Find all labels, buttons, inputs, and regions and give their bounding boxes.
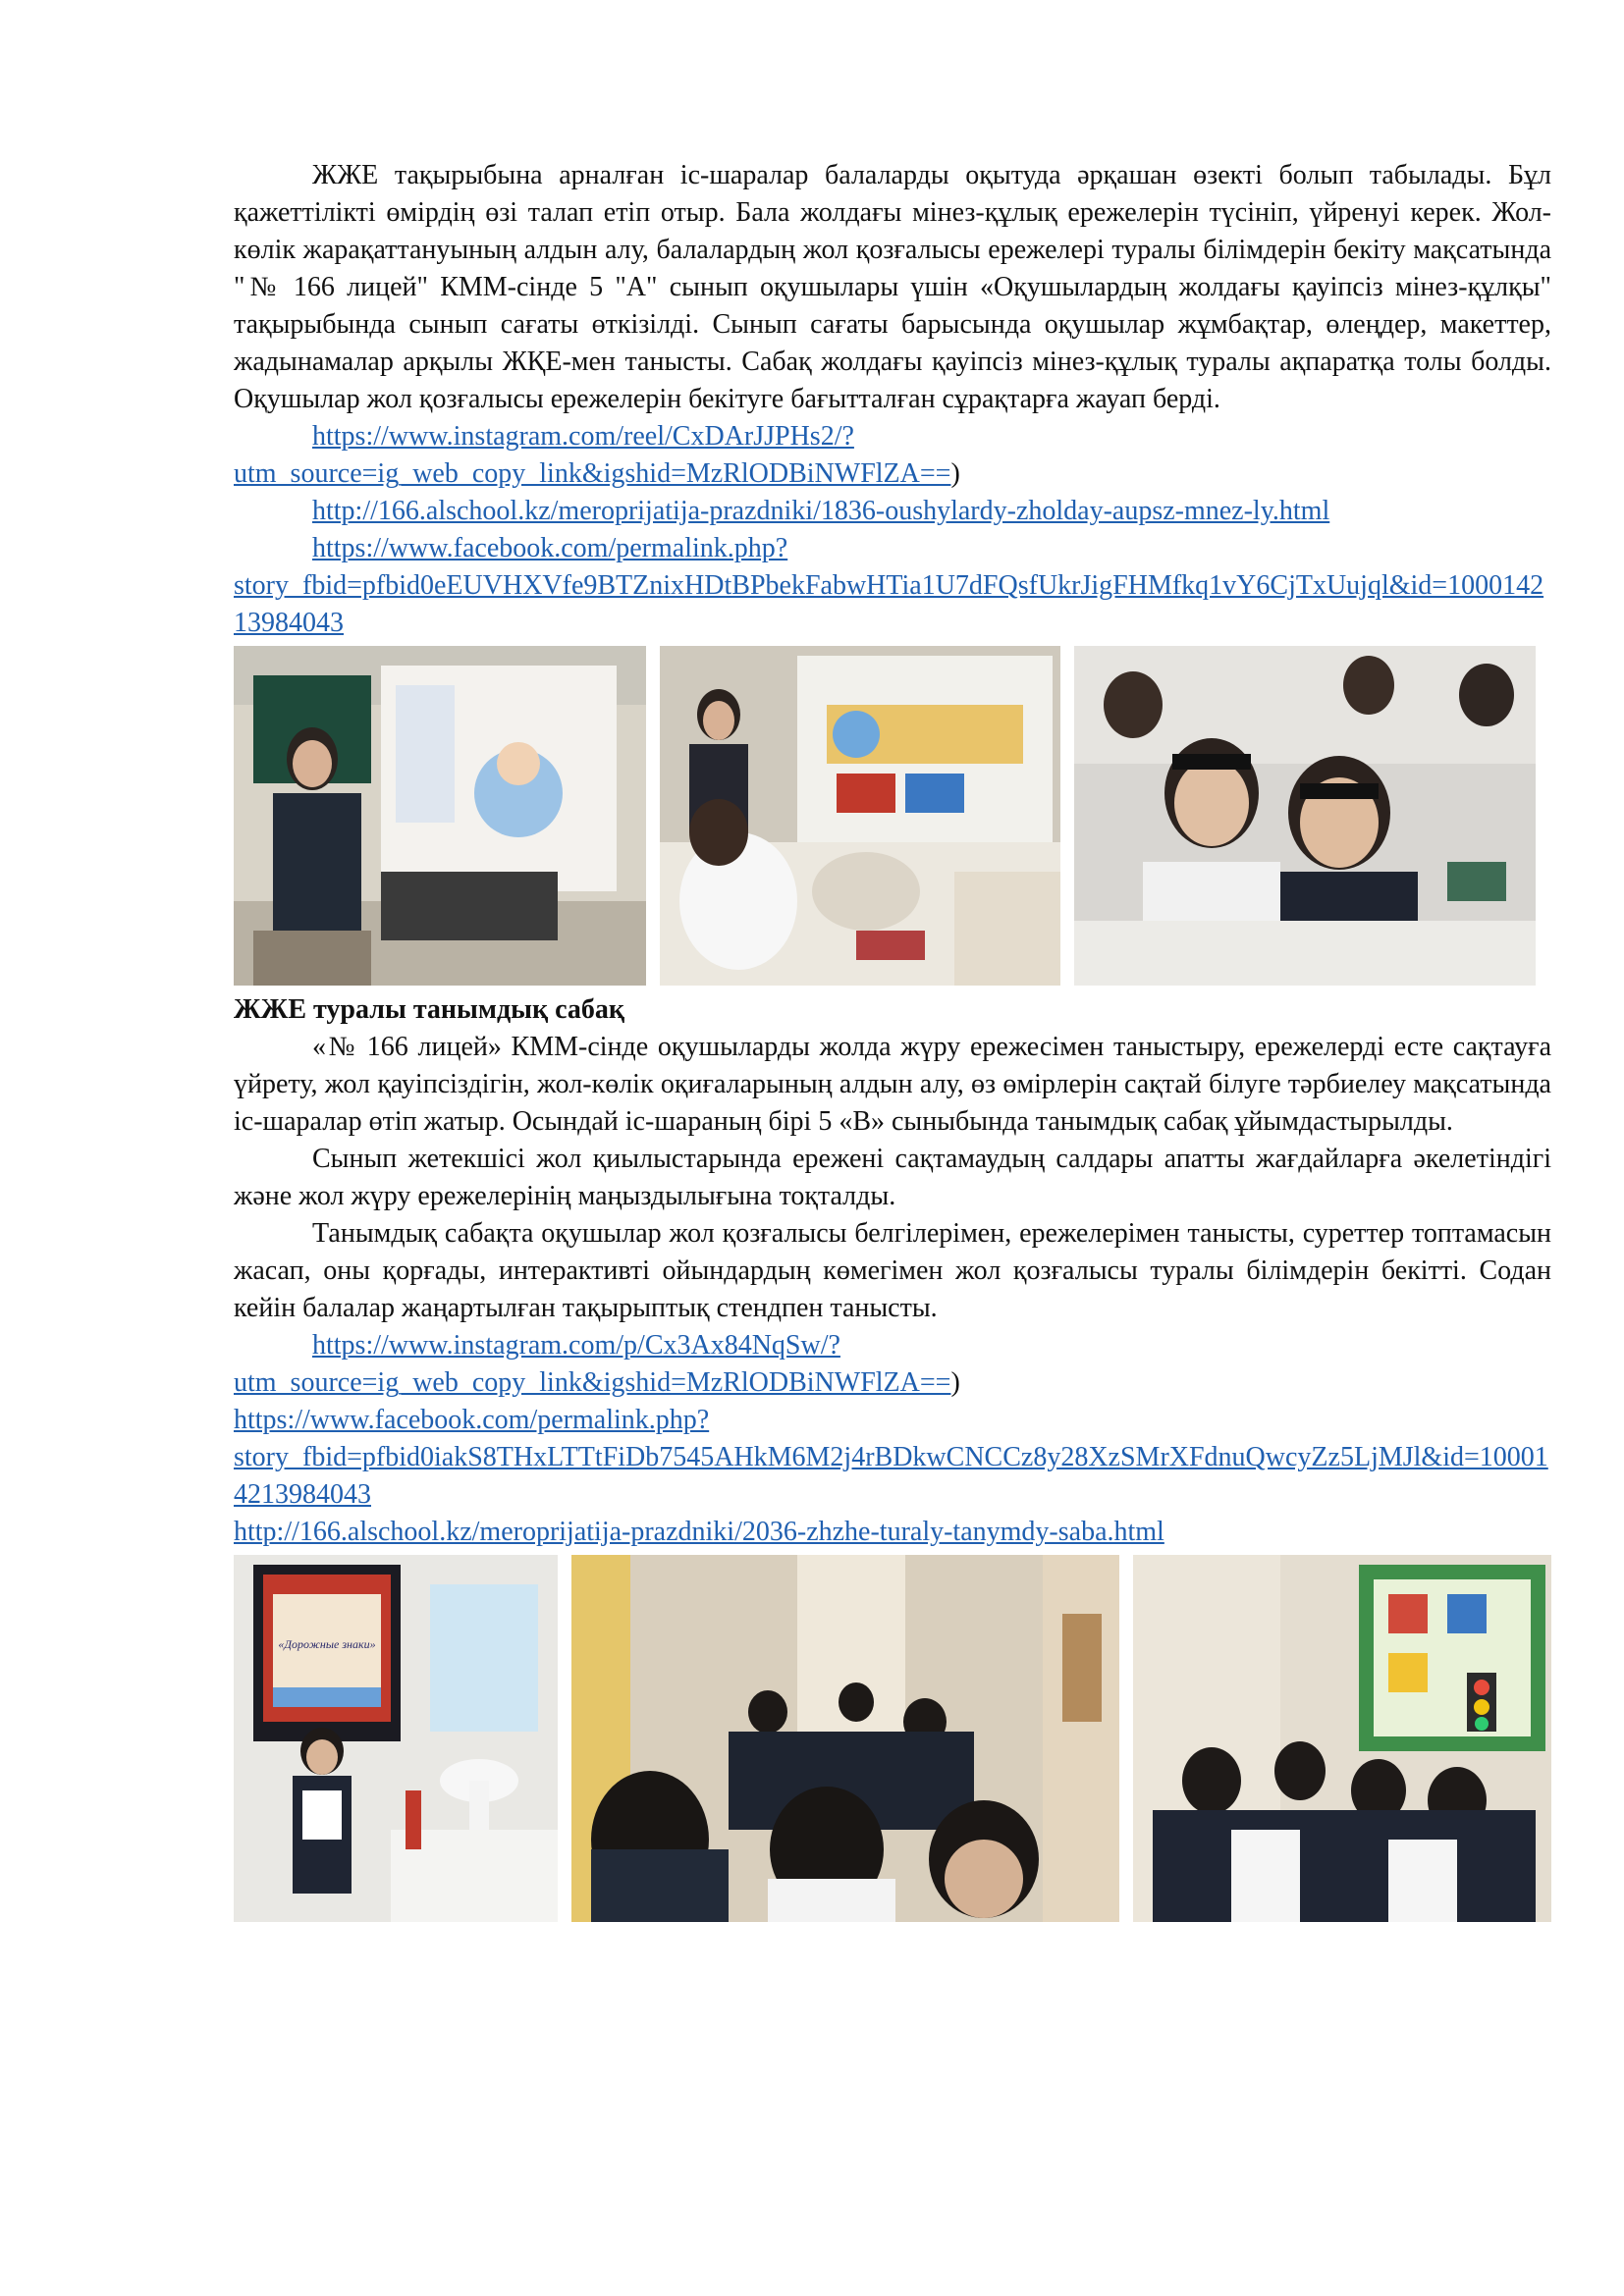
facebook-link-1-part1[interactable]: https://www.facebook.com/permalink.php?	[312, 533, 788, 563]
instagram-link-2	[234, 1327, 1551, 1364]
section2-paragraph-2: Сынып жетекшісі жол қиылыстарында ережені сақтамаудың салдары апатты жағдайларға әкелетіндігі және жол жүру ережелерінің маңыздылығына тоқталды.	[234, 1144, 1551, 1211]
facebook-link-1-line2	[234, 567, 1551, 642]
school-site-link-2	[234, 1514, 1551, 1551]
section2-heading: ЖЖЕ туралы танымдық сабақ	[234, 994, 625, 1025]
document-page	[234, 157, 1551, 1928]
photo-pupils-class	[1074, 646, 1536, 986]
photo-corridor-pupils	[571, 1555, 1119, 1922]
photo-teacher-presentation	[234, 646, 646, 986]
instagram-link-1-tail: )	[950, 458, 960, 489]
photo-road-signs-presentation	[234, 1555, 558, 1922]
photo-stand-pupils	[1133, 1555, 1551, 1922]
presentation-photo-image	[234, 1555, 558, 1922]
facebook-link-2	[234, 1402, 1551, 1439]
facebook-link-2-line2	[234, 1439, 1551, 1514]
slides-photo-image	[660, 646, 1060, 986]
classroom-photo-image	[234, 646, 646, 986]
instagram-link-2-part2[interactable]: utm_source=ig_web_copy_link&igshid=MzRlODBiNWFlZA==	[234, 1367, 951, 1398]
stand-photo-image	[1133, 1555, 1551, 1922]
section1-links	[234, 418, 1551, 642]
instagram-link-1-part1[interactable]: https://www.instagram.com/reel/CxDArJJPHs2/?	[312, 421, 854, 452]
pupils-photo-image	[1074, 646, 1536, 986]
school-site-link-1	[234, 493, 1551, 530]
intro-paragraph: ЖЖЕ тақырыбына арналған іс-шаралар балаларды оқытуда әрқашан өзекті болып табылады. Бұл қажеттілікті өмірдің өзі талап етіп отыр. Бала жолдағы мінез-құлық ережелерін түсініп, үйренуі керек. Жол-көлік жарақаттануының алдын алу, балалардың жол қозғалысы ережелері туралы білімдерін бекіту мақсатында "№ 166 лицей" КММ-сінде 5 "А" сынып оқушылары үшін «Оқушылардың жолдағы қауіпсіз мінез-құлқы" тақырыбында сынып сағаты өткізілді. Сынып сағаты барысында оқушылар жұмбақтар, өлеңдер, макеттер, жадынамалар арқылы ЖҚЕ-мен танысты. Сабақ жолдағы қауіпсіз мінез-құлық туралы ақпаратқа толы болды. Оқушылар жол қозғалысы ережелерін бекітуге бағытталған сұрақтарға жауап берді.	[234, 160, 1551, 414]
slide-text: «Дорожные знаки»	[278, 1637, 376, 1651]
photo-row-1	[234, 646, 1551, 986]
photo-row-2	[234, 1555, 1551, 1922]
photo-slides-lesson	[660, 646, 1060, 986]
section2-links	[234, 1327, 1551, 1551]
instagram-link-2-tail: )	[950, 1367, 960, 1398]
instagram-link-1-part2[interactable]: utm_source=ig_web_copy_link&igshid=MzRlODBiNWFlZA==	[234, 458, 951, 489]
school-site-link-1-anchor[interactable]: http://166.alschool.kz/meroprijatija-prazdniki/1836-oushylardy-zholday-aupsz-mnez-ly.html	[312, 496, 1330, 526]
instagram-link-1-line2	[234, 455, 1551, 493]
facebook-link-1-part2[interactable]: story_fbid=pfbid0eEUVHXVfe9BTZnixHDtBPbekFabwHTia1U7dFQsfUkrJigFHMfkq1vY6CjTxUujql&id=100014213984043	[234, 570, 1544, 638]
instagram-link-2-line2	[234, 1364, 1551, 1402]
facebook-link-1	[234, 530, 1551, 567]
corridor-photo-image	[571, 1555, 1119, 1922]
facebook-link-2-part2[interactable]: story_fbid=pfbid0iakS8THxLTTtFiDb7545AHkM6M2j4rBDkwCNCCz8y28XzSMrXFdnuQwcyZz5LjMJl&id=100014213984043	[234, 1442, 1548, 1510]
instagram-link-1	[234, 418, 1551, 455]
section2-paragraph-1: «№ 166 лицей» КММ-сінде оқушыларды жолда жүру ережесімен таныстыру, ережелерді есте сақтауға үйрету, жол қауіпсіздігін, жол-көлік оқиғаларының алдын алу, өз өмірлерін сақтай білуге тәрбиелеу мақсатында іс-шаралар өтіп жатыр. Осындай іс-шараның бірі 5 «В» сыныбында танымдық сабақ ұйымдастырылды.	[234, 1032, 1551, 1137]
section2-paragraph-3: Танымдық сабақта оқушылар жол қозғалысы белгілерімен, ережелерімен танысты, суреттер топтамасын жасап, оны қорғады, интерактивті ойындардың көмегімен жол қозғалысы туралы білімдерін бекітті. Содан кейін балалар жаңартылған тақырыптық стендпен танысты.	[234, 1218, 1551, 1323]
school-site-link-2-anchor[interactable]: http://166.alschool.kz/meroprijatija-prazdniki/2036-zhzhe-turaly-tanymdy-saba.html	[234, 1517, 1164, 1547]
instagram-link-2-part1[interactable]: https://www.instagram.com/p/Cx3Ax84NqSw/?	[312, 1330, 840, 1361]
facebook-link-2-part1[interactable]: https://www.facebook.com/permalink.php?	[234, 1405, 710, 1435]
